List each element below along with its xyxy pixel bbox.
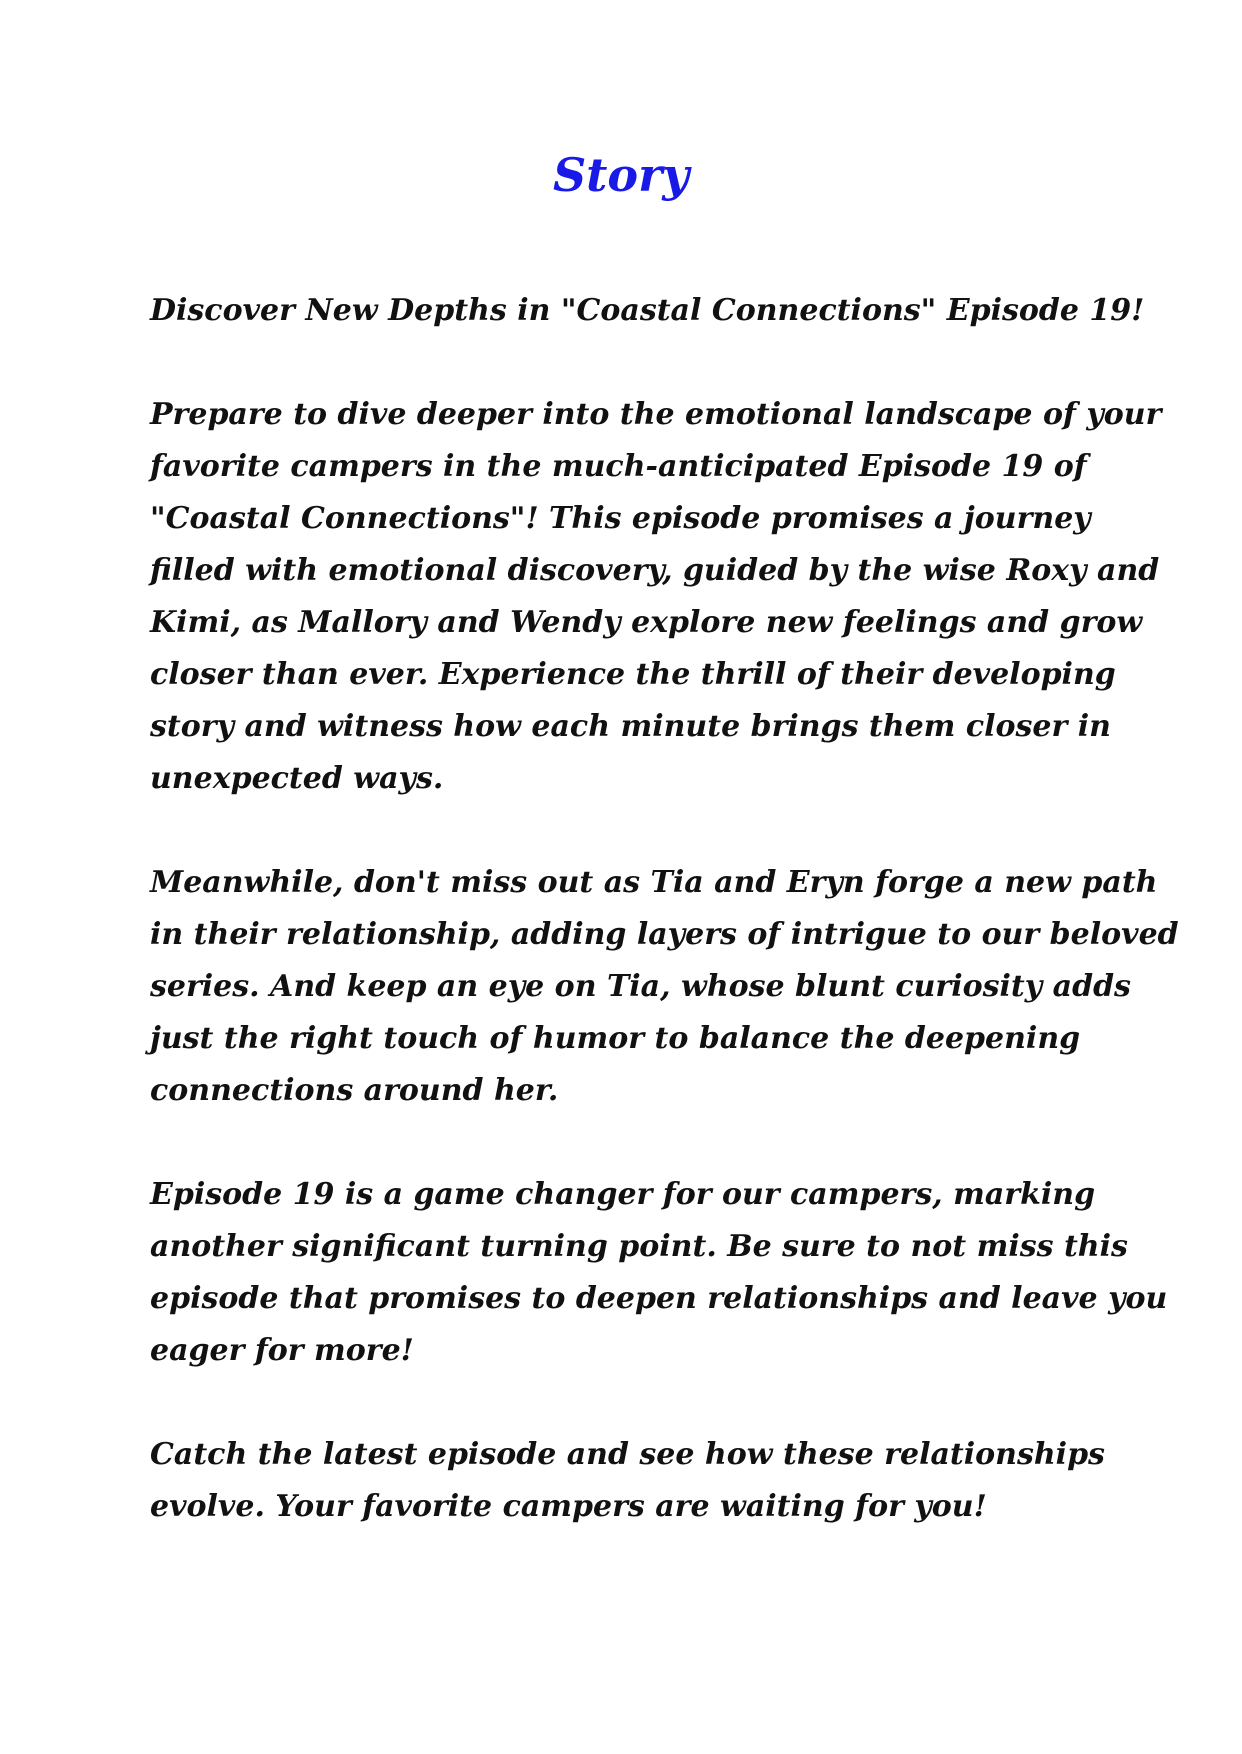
paragraph-line: eager for more!: [150, 1333, 414, 1368]
paragraph-line: filled with emotional discovery, guided by the wise Roxy and: [150, 553, 1160, 588]
paragraph-line: episode that promises to deepen relationships and leave you: [150, 1281, 1168, 1316]
paragraph-line: evolve. Your favorite campers are waiting for you!: [150, 1489, 987, 1524]
paragraph-gap: [150, 337, 1150, 389]
paragraph-line: unexpected ways.: [150, 761, 444, 796]
paragraph: [150, 1169, 1168, 1377]
paragraph: [150, 389, 1162, 805]
paragraph: [150, 857, 1179, 1117]
paragraph-line: Meanwhile, don't miss out as Tia and Eryn forge a new path: [150, 865, 1158, 900]
paragraph-line: story and witness how each minute brings them closer in: [150, 709, 1111, 744]
paragraph-gap: [150, 1377, 1150, 1429]
paragraph: [150, 1429, 1150, 1533]
paragraph-line: closer than ever. Experience the thrill of their developing: [150, 657, 1116, 692]
page-title: Story: [552, 148, 690, 202]
paragraph-line: Prepare to dive deeper into the emotional landscape of your: [150, 397, 1162, 432]
paragraph-line: Episode 19 is a game changer for our campers, marking: [150, 1177, 1096, 1212]
paragraph-line: favorite campers in the much-anticipated Episode 19 of: [150, 449, 1087, 484]
paragraph-line: just the right touch of humor to balance the deepening: [150, 1021, 1081, 1056]
paragraph-line: Catch the latest episode and see how these relationships: [150, 1437, 1105, 1472]
paragraph-line: connections around her.: [150, 1073, 559, 1108]
paragraph-line: in their relationship, adding layers of intrigue to our beloved: [150, 917, 1179, 952]
paragraph-gap: [150, 1117, 1150, 1169]
story-heading: Discover New Depths in "Coastal Connections" Episode 19!: [150, 293, 1145, 328]
paragraph-line: "Coastal Connections"! This episode promises a journey: [150, 501, 1091, 536]
paragraph-gap: [150, 805, 1150, 857]
paragraph-line: another significant turning point. Be sure to not miss this: [150, 1229, 1128, 1264]
story-content: [150, 285, 1179, 1533]
paragraph-line: Kimi, as Mallory and Wendy explore new feelings and grow: [150, 605, 1143, 640]
paragraph-line: series. And keep an eye on Tia, whose blunt curiosity adds: [150, 969, 1131, 1004]
